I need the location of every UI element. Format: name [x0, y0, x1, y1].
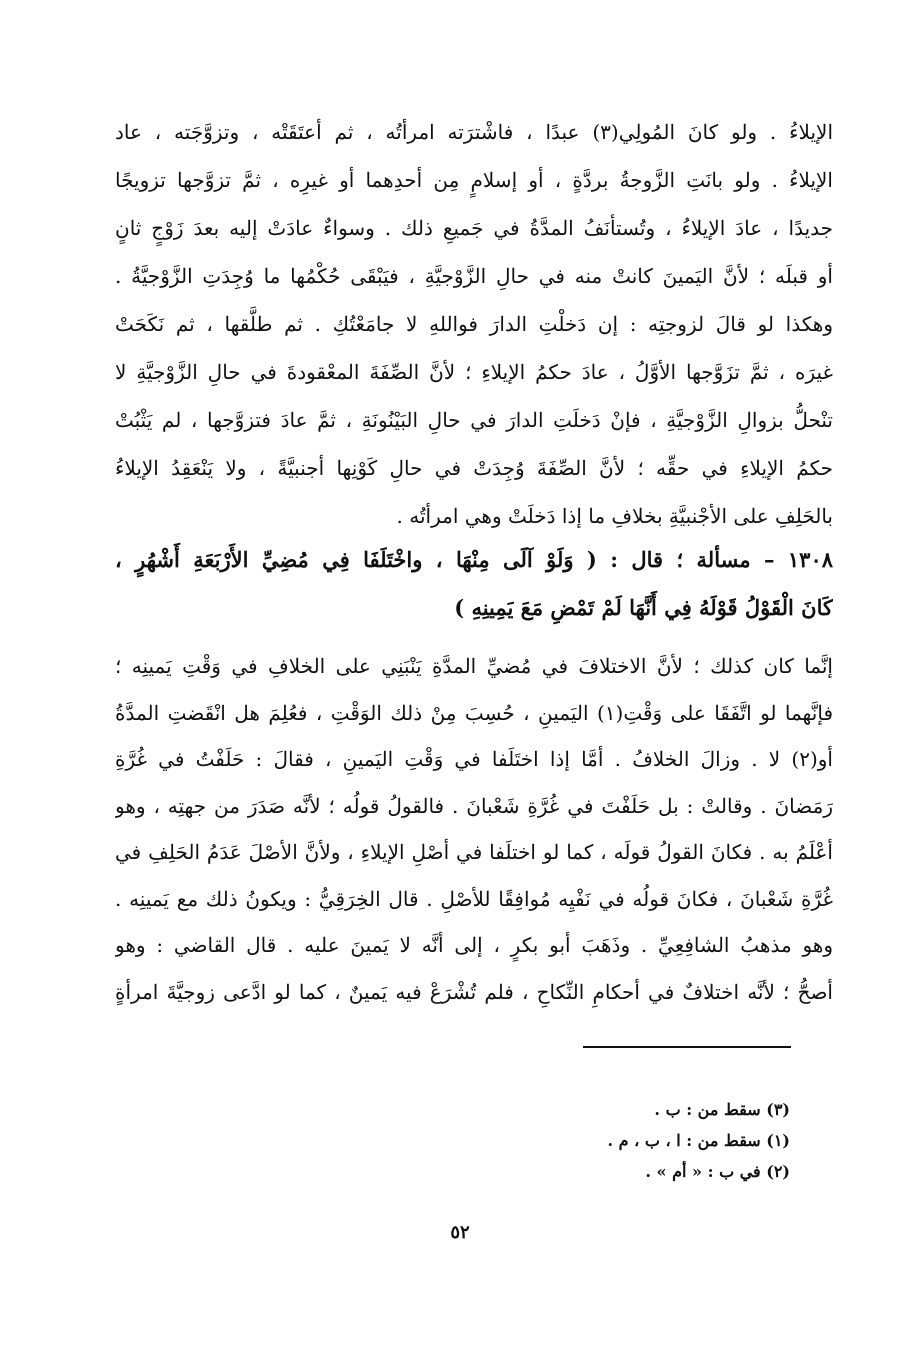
text-line: وهو مذهبُ الشافِعِيِّ . وذَهَبَ أبو بكرٍ ، إلى أنَّه لا يَمينَ عليه . قال القاضي : وهو [115, 933, 833, 957]
footnote-separator [583, 1046, 791, 1048]
text-line: غيرَه ، ثمَّ تزَوَّجها الأوَّلُ ، عادَ حكمُ الإيلاءِ ؛ لأنَّ الصِّفَةَ المعْقودةَ في حالِ الزَّوْجيَّةِ لا [115, 360, 833, 384]
text-line: أو(٢) لا . وزالَ الخلافُ . أمَّا إذا اختَلَفا في وَقْتِ اليَمينِ ، فقالَ : حَلَفْتُ في غُرَّةِ [115, 747, 833, 771]
footnotes [400, 1094, 790, 1187]
footnote: (٣) سقط من : ب . [654, 1100, 790, 1119]
text-line: أو قبلَه ؛ لأنَّ اليَمينَ كانتْ منه في حالِ الزَّوْجيَّةِ ، فيَبْقَى حُكْمُها ما وُجِدَتِ الزَّوْجيَّةُ . [115, 264, 833, 288]
issue-heading [115, 536, 833, 632]
heading-line [115, 536, 833, 584]
text-line: تنْحلُّ بزوالِ الزَّوْجيَّةِ ، فإنْ دَخلَتِ الدارَ في حالِ البَيْنُونَةِ ، ثمَّ عادَ فتزوَّجها ، لم يَثْبُتْ [115, 408, 833, 432]
paragraph-1 [115, 108, 833, 540]
page-number: ٥٢ [450, 1222, 470, 1243]
text-line: غُرَّةِ شَعْبانَ ، فكانَ قولُه في نَفْيِه مُوافِقًا للأصْلِ . قال الخِرَقِيُّ : ويكونُ ذلك مع يَمينِه . [115, 886, 833, 911]
text-line: أعْلَمُ به . فكانَ القولُ قولَه ، كما لو اختلَفا في أصْلِ الإيلاءِ ، ولأنَّ الأصْلَ عَدَمُ الحَلِفِ في [115, 840, 833, 864]
text-line: رَمَضانَ . وقالتْ : بل حَلَفْتَ في غُرَّةِ شَعْبانَ . فالقولُ قولُه ؛ لأنَّه صَدَرَ من جهتِه ، وهو [115, 793, 833, 818]
text-line: فإنَّهما لو اتَّفَقَا على وَقْتِ(١) اليَمينِ ، حُسِبَ مِنْ ذلك الوَقْتِ ، فعُلِمَ هل انْقَضتِ المدَّةُ [115, 700, 833, 725]
text-line: إنَّما كان كذلك ؛ لأنَّ الاختلافَ في مُضيِّ المدَّةِ يَنْبَنِي على الخلافِ في وَقْتِ يَمينِه ؛ [115, 654, 833, 678]
text-line: الإيلاءُ . ولو بانَتِ الزَّوجةُ بردَّةٍ ، أو إسلامٍ مِن أحدِهما أو غيرِه ، ثمَّ تزوَّجها تزويجًا [115, 168, 833, 192]
text-line: بالحَلِفِ على الأجْنبيَّةِ بخلافِ ما إذا دَخلَتْ وهي امرأتُه . [396, 504, 833, 528]
paragraph-2 [115, 643, 833, 1015]
footnote: (١) سقط من : ا ، ب ، م . [607, 1131, 790, 1150]
heading-text: – مسألة ؛ قال : ( وَلَوْ آلَى مِنْهَا ، واخْتَلَفَا فِي مُضِيِّ الأَرْبَعَةِ أَشْهُرٍ ، [115, 547, 775, 572]
issue-number: ١٣٠٨ [787, 547, 833, 572]
footnote: (٢) في ب : « أم » . [645, 1162, 790, 1181]
heading-line: كَانَ الْقَوْلُ قَوْلَهُ فِي أَنَّهَا لَمْ تَمْضِ مَعَ يَمِينِهِ ) [454, 595, 833, 620]
text-line: أصحُّ ؛ لأنَّه اختلافٌ في أحكامِ النِّكاحِ ، فلم تُشْرَعْ فيه يَمينٌ ، كما لو ادَّعى زوجيَّةَ امرأةٍ [115, 979, 833, 1004]
text-line: جديدًا ، عادَ الإيلاءُ ، وتُستأنَفُ المدَّةُ في جَميعِ ذلك . وسواءٌ عادَتْ إليه بعدَ زَوْجٍ ثانٍ [115, 216, 833, 240]
text-line: الإيلاءُ . ولو كانَ المُولِي(٣) عبدًا ، فاشْترَته امرأتُه ، ثم أعتَقَتْه ، وتزوَّجَته ، عاد [115, 120, 833, 144]
text-line: وهكذا لو قالَ لزوجتِه : إن دَخلْتِ الدارَ فواللهِ لا جامَعْتُكِ . ثم طلَّقها ، ثم نَكَحَتْ [115, 312, 833, 336]
text-line: حكمُ الإيلاءِ في حقِّه ؛ لأنَّ الصِّفَةَ وُجِدَتْ في حالِ كَوْنِها أجنبيَّةً ، ولا يَنْعَقِدُ الإيلاءُ [115, 456, 833, 480]
